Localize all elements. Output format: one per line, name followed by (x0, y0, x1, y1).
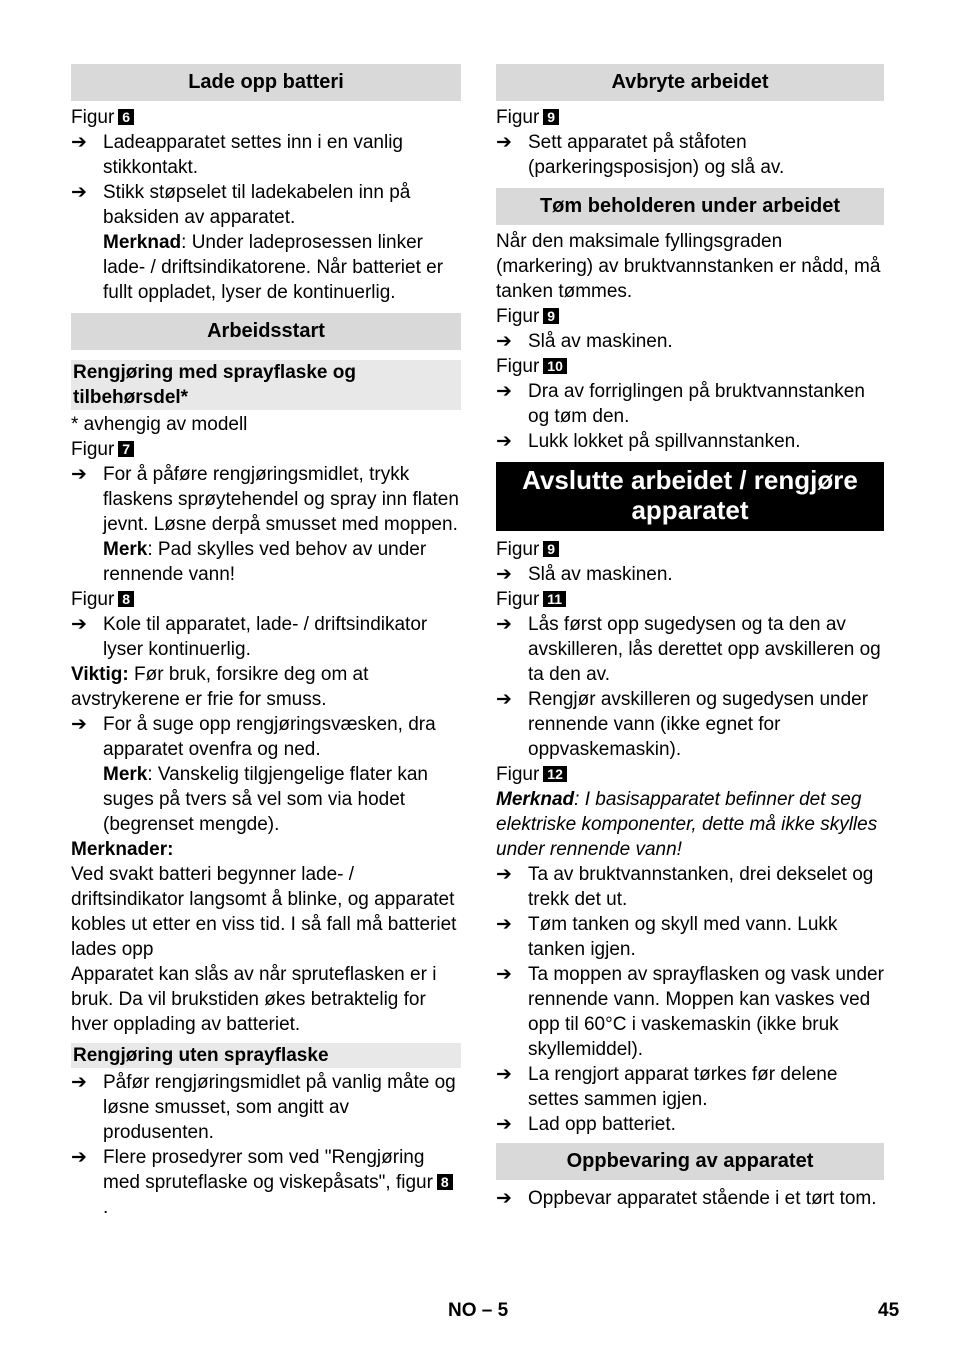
figure-ref: Figur 10 (496, 354, 884, 379)
note: Merknad: Under ladeprosessen linker lade- / driftsindikatorene. Når batteriet er fullt oppladet, lyser de kontinuerlig. (103, 232, 444, 303)
list-item: ➔ La rengjort apparat tørkes før delene settes sammen igjen. (496, 1064, 838, 1110)
right-arrow-icon: ➔ (71, 714, 87, 735)
right-arrow-icon: ➔ (71, 182, 87, 203)
figure-number: 9 (543, 109, 559, 125)
right-arrow-icon: ➔ (71, 614, 87, 635)
figure-ref: Figur 11 (496, 587, 884, 612)
note: Merk: Vanskelig tilgjengelige flater kan suges på tvers så vel som via hodet (begrenset mengde). (103, 764, 428, 835)
note: Merknad: I basisapparatet befinner det seg elektriske komponenter, dette må ikke skylles under rennende vann! (496, 789, 878, 860)
figure-ref: Figur 9 (496, 304, 884, 329)
right-arrow-icon: ➔ (496, 914, 512, 935)
right-arrow-icon: ➔ (496, 1188, 512, 1209)
right-arrow-icon: ➔ (496, 864, 512, 885)
notes-label: Merknader: (71, 839, 174, 860)
right-arrow-icon: ➔ (496, 964, 512, 985)
figure-number: 7 (118, 441, 134, 457)
figure-number: 9 (543, 541, 559, 557)
footnote: * avhengig av modell (71, 414, 248, 435)
section-heading-stop: Avbryte arbeidet (496, 64, 884, 101)
section-heading-empty: Tøm beholderen under arbeidet (496, 188, 884, 225)
list-item: ➔ Oppbevar apparatet stående i et tørt tom. (496, 1188, 877, 1209)
list-item: ➔ Lad opp batteriet. (496, 1114, 676, 1135)
list-item: ➔ Kole til apparatet, lade- / driftsindikator lyser kontinuerlig. (71, 614, 428, 660)
subheading-no-spray: Rengjøring uten sprayflaske (71, 1043, 461, 1068)
right-arrow-icon: ➔ (496, 689, 512, 710)
list-item: ➔ Lukk lokket på spillvannstanken. (496, 431, 801, 452)
right-arrow-icon: ➔ (71, 132, 87, 153)
figure-ref: Figur 9 (496, 537, 884, 562)
right-arrow-icon: ➔ (71, 464, 87, 485)
figure-number: 12 (543, 766, 567, 782)
page-number: 45 (878, 1300, 900, 1321)
list-item: ➔ Tøm tanken og skyll med vann. Lukk tanken igjen. (496, 914, 838, 960)
right-arrow-icon: ➔ (496, 331, 512, 352)
figure-ref: Figur 8 (71, 587, 461, 612)
section-heading-storage: Oppbevaring av apparatet (496, 1143, 884, 1180)
note: Merk: Pad skylles ved behov av under rennende vann! (103, 539, 427, 585)
figure-number: 8 (437, 1174, 453, 1190)
right-column (496, 64, 884, 1211)
right-arrow-icon: ➔ (496, 431, 512, 452)
subheading-spray: Rengjøring med sprayflaske og tilbehørsdel* (71, 360, 461, 410)
list-item: ➔ For å påføre rengjøringsmidlet, trykk flaskens sprøytehendel og spray inn flaten jevnt. Løsne derpå smusset med moppen. (71, 464, 459, 535)
list-item: ➔ Ta moppen av sprayflasken og vask under rennende vann. Moppen kan vaskes ved opp til 60°C i vaskemaskin (ikke bruk skyllemiddel). (496, 964, 884, 1060)
right-arrow-icon: ➔ (496, 564, 512, 585)
figure-ref: Figur 6 (71, 105, 461, 130)
right-arrow-icon: ➔ (496, 614, 512, 635)
figure-ref: Figur 9 (496, 105, 884, 130)
list-item: ➔ Slå av maskinen. (496, 331, 673, 352)
list-item: ➔ Påfør rengjøringsmidlet på vanlig måte og løsne smusset, som angitt av produsenten. (71, 1072, 456, 1143)
right-arrow-icon: ➔ (496, 132, 512, 153)
figure-number: 8 (118, 591, 134, 607)
right-arrow-icon: ➔ (71, 1072, 87, 1093)
list-item: ➔ Sett apparatet på ståfoten (parkeringsposisjon) og slå av. (496, 132, 785, 178)
right-arrow-icon: ➔ (496, 381, 512, 402)
list-item: ➔ Slå av maskinen. (496, 564, 673, 585)
paragraph: Når den maksimale fyllingsgraden (markering) av bruktvannstanken er nådd, må tanken tømmes. (496, 231, 881, 302)
left-column (71, 64, 461, 1220)
right-arrow-icon: ➔ (496, 1114, 512, 1135)
list-item: ➔ Flere prosedyrer som ved "Rengjøring med spruteflaske og viskepåsats", figur 8 . (71, 1145, 461, 1220)
paragraph: Ved svakt batteri begynner lade- / driftsindikator langsomt å blinke, og apparatet kobles ut etter en viss tid. I så fall må batteriet lades opp (71, 864, 457, 960)
figure-number: 6 (118, 109, 134, 125)
list-item: ➔ Lås først opp sugedysen og ta den av avskilleren, lås derettet opp avskilleren og ta den av. (496, 614, 881, 685)
right-arrow-icon: ➔ (496, 1064, 512, 1085)
section-heading-start: Arbeidsstart (71, 313, 461, 350)
section-heading-charge: Lade opp batteri (71, 64, 461, 101)
figure-ref: Figur 12 (496, 762, 884, 787)
list-item: ➔ Ladeapparatet settes inn i en vanlig stikkontakt. (71, 132, 403, 178)
right-arrow-icon: ➔ (71, 1147, 87, 1168)
figure-number: 11 (543, 591, 566, 607)
figure-number: 9 (543, 308, 559, 324)
list-item: ➔ Dra av forriglingen på bruktvannstanken og tøm den. (496, 381, 865, 427)
footer-section-label: NO – 5 (448, 1300, 509, 1321)
important-note: Viktig: Før bruk, forsikre deg om at avstrykerene er frie for smuss. (71, 664, 369, 710)
list-item: ➔ Stikk støpselet til ladekabelen inn på baksiden av apparatet. (71, 182, 411, 228)
list-item: ➔ For å suge opp rengjøringsvæsken, dra apparatet ovenfra og ned. (71, 714, 436, 760)
figure-ref: Figur 7 (71, 437, 461, 462)
chapter-title: Avslutte arbeidet / rengjøre apparatet (496, 462, 884, 531)
list-item: ➔ Ta av bruktvannstanken, drei dekselet og trekk det ut. (496, 864, 874, 910)
paragraph: Apparatet kan slås av når spruteflasken er i bruk. Da vil brukstiden økes betraktelig for hver opplading av batteriet. (71, 964, 437, 1035)
figure-number: 10 (543, 358, 567, 374)
list-item: ➔ Rengjør avskilleren og sugedysen under rennende vann (ikke egnet for oppvaskemaskin). (496, 689, 869, 760)
